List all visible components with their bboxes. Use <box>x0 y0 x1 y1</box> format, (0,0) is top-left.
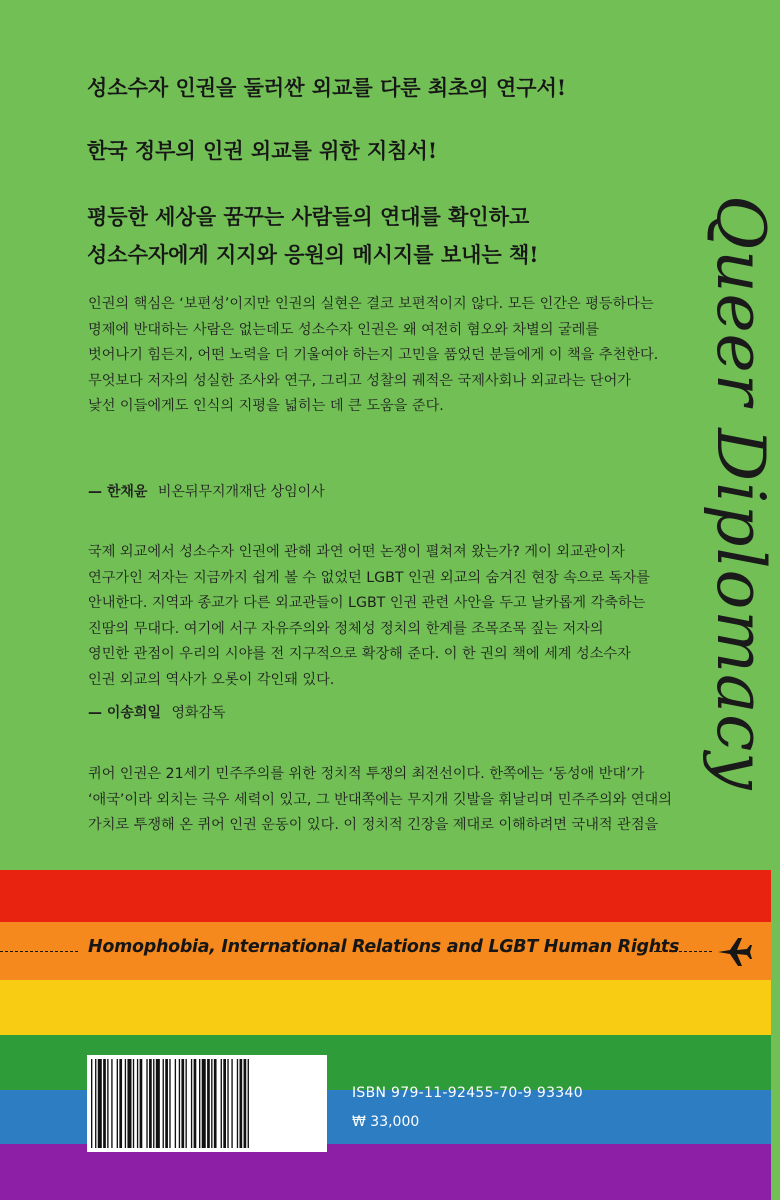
endorsement-line: 인권 외교의 역사가 오롯이 각인돼 있다. <box>88 671 335 688</box>
barcode-bar <box>179 1059 180 1148</box>
rainbow-stripe-yellow <box>0 980 771 1035</box>
barcode-bar <box>227 1059 228 1148</box>
endorsement-line: 가치로 투쟁해 온 퀴어 인권 운동이 있다. 이 정치적 긴장을 제대로 이해하려면 국내적 관점을 <box>88 817 659 833</box>
endorsement-line: 인권의 핵심은 ‘보편성’이지만 인권의 실현은 결코 보편적이지 않다. 모든 인간은 평등하다는 <box>88 296 654 312</box>
dashed-rule-right <box>654 951 712 952</box>
barcode-bar <box>163 1059 164 1148</box>
barcode-bar <box>186 1059 187 1148</box>
endorsement-line: 낯선 이들에게도 인식의 지평을 넓히는 데 큰 도움을 준다. <box>88 398 444 414</box>
barcode-bar <box>240 1059 243 1148</box>
barcode-bar <box>98 1059 102 1148</box>
barcode-bar <box>125 1059 126 1148</box>
isbn-number: ISBN 979-11-92455-70-9 93340 <box>352 1085 583 1101</box>
airplane-icon <box>716 936 752 968</box>
endorsement-line: 무엇보다 저자의 성실한 조사와 연구, 그리고 성찰의 궤적은 국제사회나 외교라는 단어가 <box>88 372 631 389</box>
endorser-1 <box>88 481 325 501</box>
barcode-bar <box>169 1059 170 1148</box>
barcode-bar <box>199 1059 200 1148</box>
endorsement-line: 국제 외교에서 성소수자 인권에 관해 과연 어떤 논쟁이 펼쳐져 왔는가? 게이 외교관이자 <box>88 544 625 560</box>
vertical-title: Queer Diplomacy <box>702 195 779 791</box>
barcode-bar <box>107 1059 108 1148</box>
price: ₩ 33,000 <box>352 1114 420 1130</box>
barcode-bar <box>149 1059 152 1148</box>
endorsement-line: 명제에 반대하는 사람은 없는데도 성소수자 인권은 왜 여전히 혐오와 차별의 굴레를 <box>88 321 600 338</box>
barcode-bar <box>191 1059 192 1148</box>
endorsement-line: 벗어나기 힘든지, 어떤 노력을 더 기울여야 하는지 고민을 품었던 분들에게 이 책을 추천한다. <box>88 347 659 363</box>
barcode-bar <box>231 1059 232 1148</box>
barcode-bar <box>211 1059 212 1148</box>
barcode-bar <box>202 1059 206 1148</box>
barcode-bar <box>244 1059 247 1148</box>
rainbow-stripe-red <box>0 870 771 922</box>
barcode-bar <box>214 1059 217 1148</box>
endorsement-line: 진땀의 무대다. 여기에 서구 자유주의와 정체성 정치의 한계를 조목조목 짚는 저자의 <box>88 620 604 637</box>
barcode-bar <box>175 1059 176 1148</box>
headline-2: 한국 정부의 인권 외교를 위한 지침서! <box>87 138 438 163</box>
barcode <box>87 1055 327 1152</box>
barcode-bar <box>165 1059 168 1148</box>
endorsement-line: 퀴어 인권은 21세기 민주주의를 위한 정치적 투쟁의 최전선이다. 한쪽에는 ‘동성애 반대’가 <box>88 766 645 782</box>
barcode-bar <box>237 1059 238 1148</box>
endorsement-line: 안내한다. 지역과 종교가 다른 외교관들이 LGBT 인권 관련 사안을 두고 날카롭게 각축하는 <box>88 595 646 611</box>
barcode-bar <box>181 1059 184 1148</box>
barcode-bar <box>153 1059 154 1148</box>
headline-1: 성소수자 인권을 둘러싼 외교를 다룬 최초의 연구서! <box>87 75 567 100</box>
endorsement-2 <box>88 540 688 693</box>
barcode-bar <box>223 1059 226 1148</box>
barcode-bar <box>140 1059 143 1148</box>
headline-4: 성소수자에게 지지와 응원의 메시지를 보내는 책! <box>87 242 539 267</box>
barcode-bar <box>91 1059 92 1148</box>
english-subtitle: Homophobia, International Relations and LGBT Human Rights <box>88 937 680 957</box>
barcode-bar <box>119 1059 122 1148</box>
endorsement-line: 영민한 관점이 우리의 시야를 전 지구적으로 확장해 준다. 이 한 권의 책에 세계 성소수자 <box>88 646 631 662</box>
barcode-bar <box>137 1059 138 1148</box>
barcode-bar <box>221 1059 222 1148</box>
rainbow-stripe-purple <box>0 1144 771 1200</box>
endorsement-line: ‘애국’이라 외치는 극우 세력이 있고, 그 반대쪽에는 무지개 깃발을 휘날리며 민주주의와 연대의 <box>88 791 672 808</box>
barcode-bar <box>133 1059 134 1148</box>
barcode-bar <box>248 1059 249 1148</box>
endorser-title: 영화감독 <box>171 705 226 721</box>
endorser-2 <box>88 702 226 722</box>
endorsement-1 <box>88 292 688 420</box>
barcode-bar <box>194 1059 197 1148</box>
endorser-name: — 한채윤 <box>88 484 148 500</box>
barcode-bar <box>117 1059 118 1148</box>
barcode-bar <box>103 1059 106 1148</box>
barcode-bar <box>207 1059 210 1148</box>
subtitle-band <box>0 922 771 982</box>
dashed-rule-left <box>0 951 78 952</box>
barcode-bar <box>111 1059 112 1148</box>
endorser-title: 비온뒤무지개재단 상임이사 <box>157 484 325 500</box>
barcode-bar <box>127 1059 131 1148</box>
barcode-icon <box>87 1055 327 1152</box>
endorsement-line: 연구가인 저자는 지금까지 쉽게 볼 수 없었던 LGBT 인권 외교의 숨겨진 현장 속으로 독자를 <box>88 569 650 586</box>
endorsement-3 <box>88 762 688 839</box>
barcode-bar <box>156 1059 160 1148</box>
barcode-bar <box>95 1059 96 1148</box>
barcode-bar <box>146 1059 147 1148</box>
endorser-name: — 이송희일 <box>88 705 161 721</box>
headline-3: 평등한 세상을 꿈꾸는 사람들의 연대를 확인하고 <box>87 204 530 229</box>
